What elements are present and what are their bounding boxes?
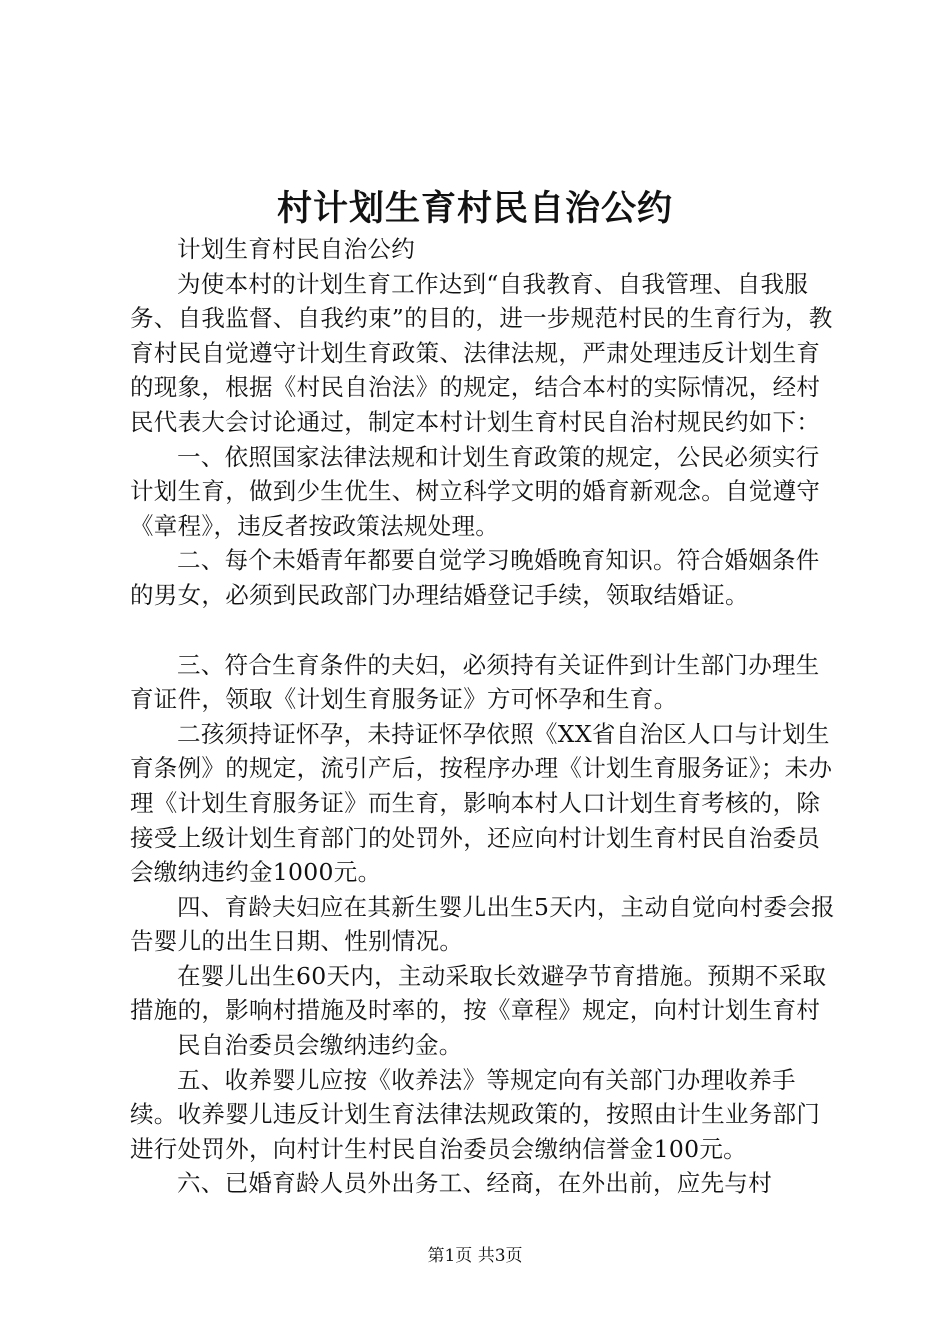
paragraph-article-3: 三、符合生育条件的夫妇，必须持有关证件到计生部门办理生育证件，领取《计划生育服务证》方可怀孕和生育。 xyxy=(130,650,820,714)
paragraph-article-4-continuation: 民自治委员会缴纳违约金。 xyxy=(177,1031,463,1060)
paragraph-article-4-contraception: 在婴儿出生60天内，主动采取长效避孕节育措施。预期不采取措施的，影响村措施及时率的，按《章程》规定，向村计划生育村 xyxy=(130,961,827,1025)
paragraph-article-5: 五、收养婴儿应按《收养法》等规定向有关部门办理收养手续。收养婴儿违反计划生育法律法规政策的，按照由计生业务部门进行处罚外，向村计生村民自治委员会缴纳信誉金100元。 xyxy=(130,1065,821,1163)
paragraph-article-1: 一、依照国家法律法规和计划生育政策的规定，公民必须实行计划生育，做到少生优生、树立科学文明的婚育新观念。自觉遵守《章程》，违反者按政策法规处理。 xyxy=(130,442,821,540)
paragraph-article-6: 六、已婚育龄人员外出务工、经商，在外出前，应先与村 xyxy=(177,1169,772,1198)
paragraph-article-4: 四、育龄夫妇应在其新生婴儿出生5天内，主动自觉向村委会报告婴儿的出生日期、性别情况。 xyxy=(130,892,835,956)
paragraph-subtitle: 计划生育村民自治公约 xyxy=(177,235,415,263)
document-body xyxy=(130,232,835,1201)
document-title: 村计划生育村民自治公约 xyxy=(276,188,673,229)
paragraph-article-3-second-child: 二孩须持证怀孕，未持证怀孕依照《XX省自治区人口与计划生育条例》的规定，流引产后，按程序办理《计划生育服务证》；未办理《计划生育服务证》而生育，影响本村人口计划生育考核的，除接受上级计划生育部门的处罚外，还应向村计划生育村民自治委员会缴纳违约金1000元。 xyxy=(130,719,833,887)
paragraph-preamble: 为使本村的计划生育工作达到“自我教育、自我管理、自我服务、自我监督、自我约束”的目的，进一步规范村民的生育行为，教育村民自觉遵守计划生育政策、法律法规，严肃处理违反计划生育的现象，根据《村民自治法》的规定，结合本村的实际情况，经村民代表大会讨论通过，制定本村计划生育村民自治村规民约如下： xyxy=(130,269,833,436)
paragraph-article-2: 二、每个未婚青年都要自觉学习晚婚晚育知识。符合婚姻条件的男女，必须到民政部门办理结婚登记手续，领取结婚证。 xyxy=(130,546,820,609)
page-number-footer: 第1页 共3页 xyxy=(427,1246,523,1266)
